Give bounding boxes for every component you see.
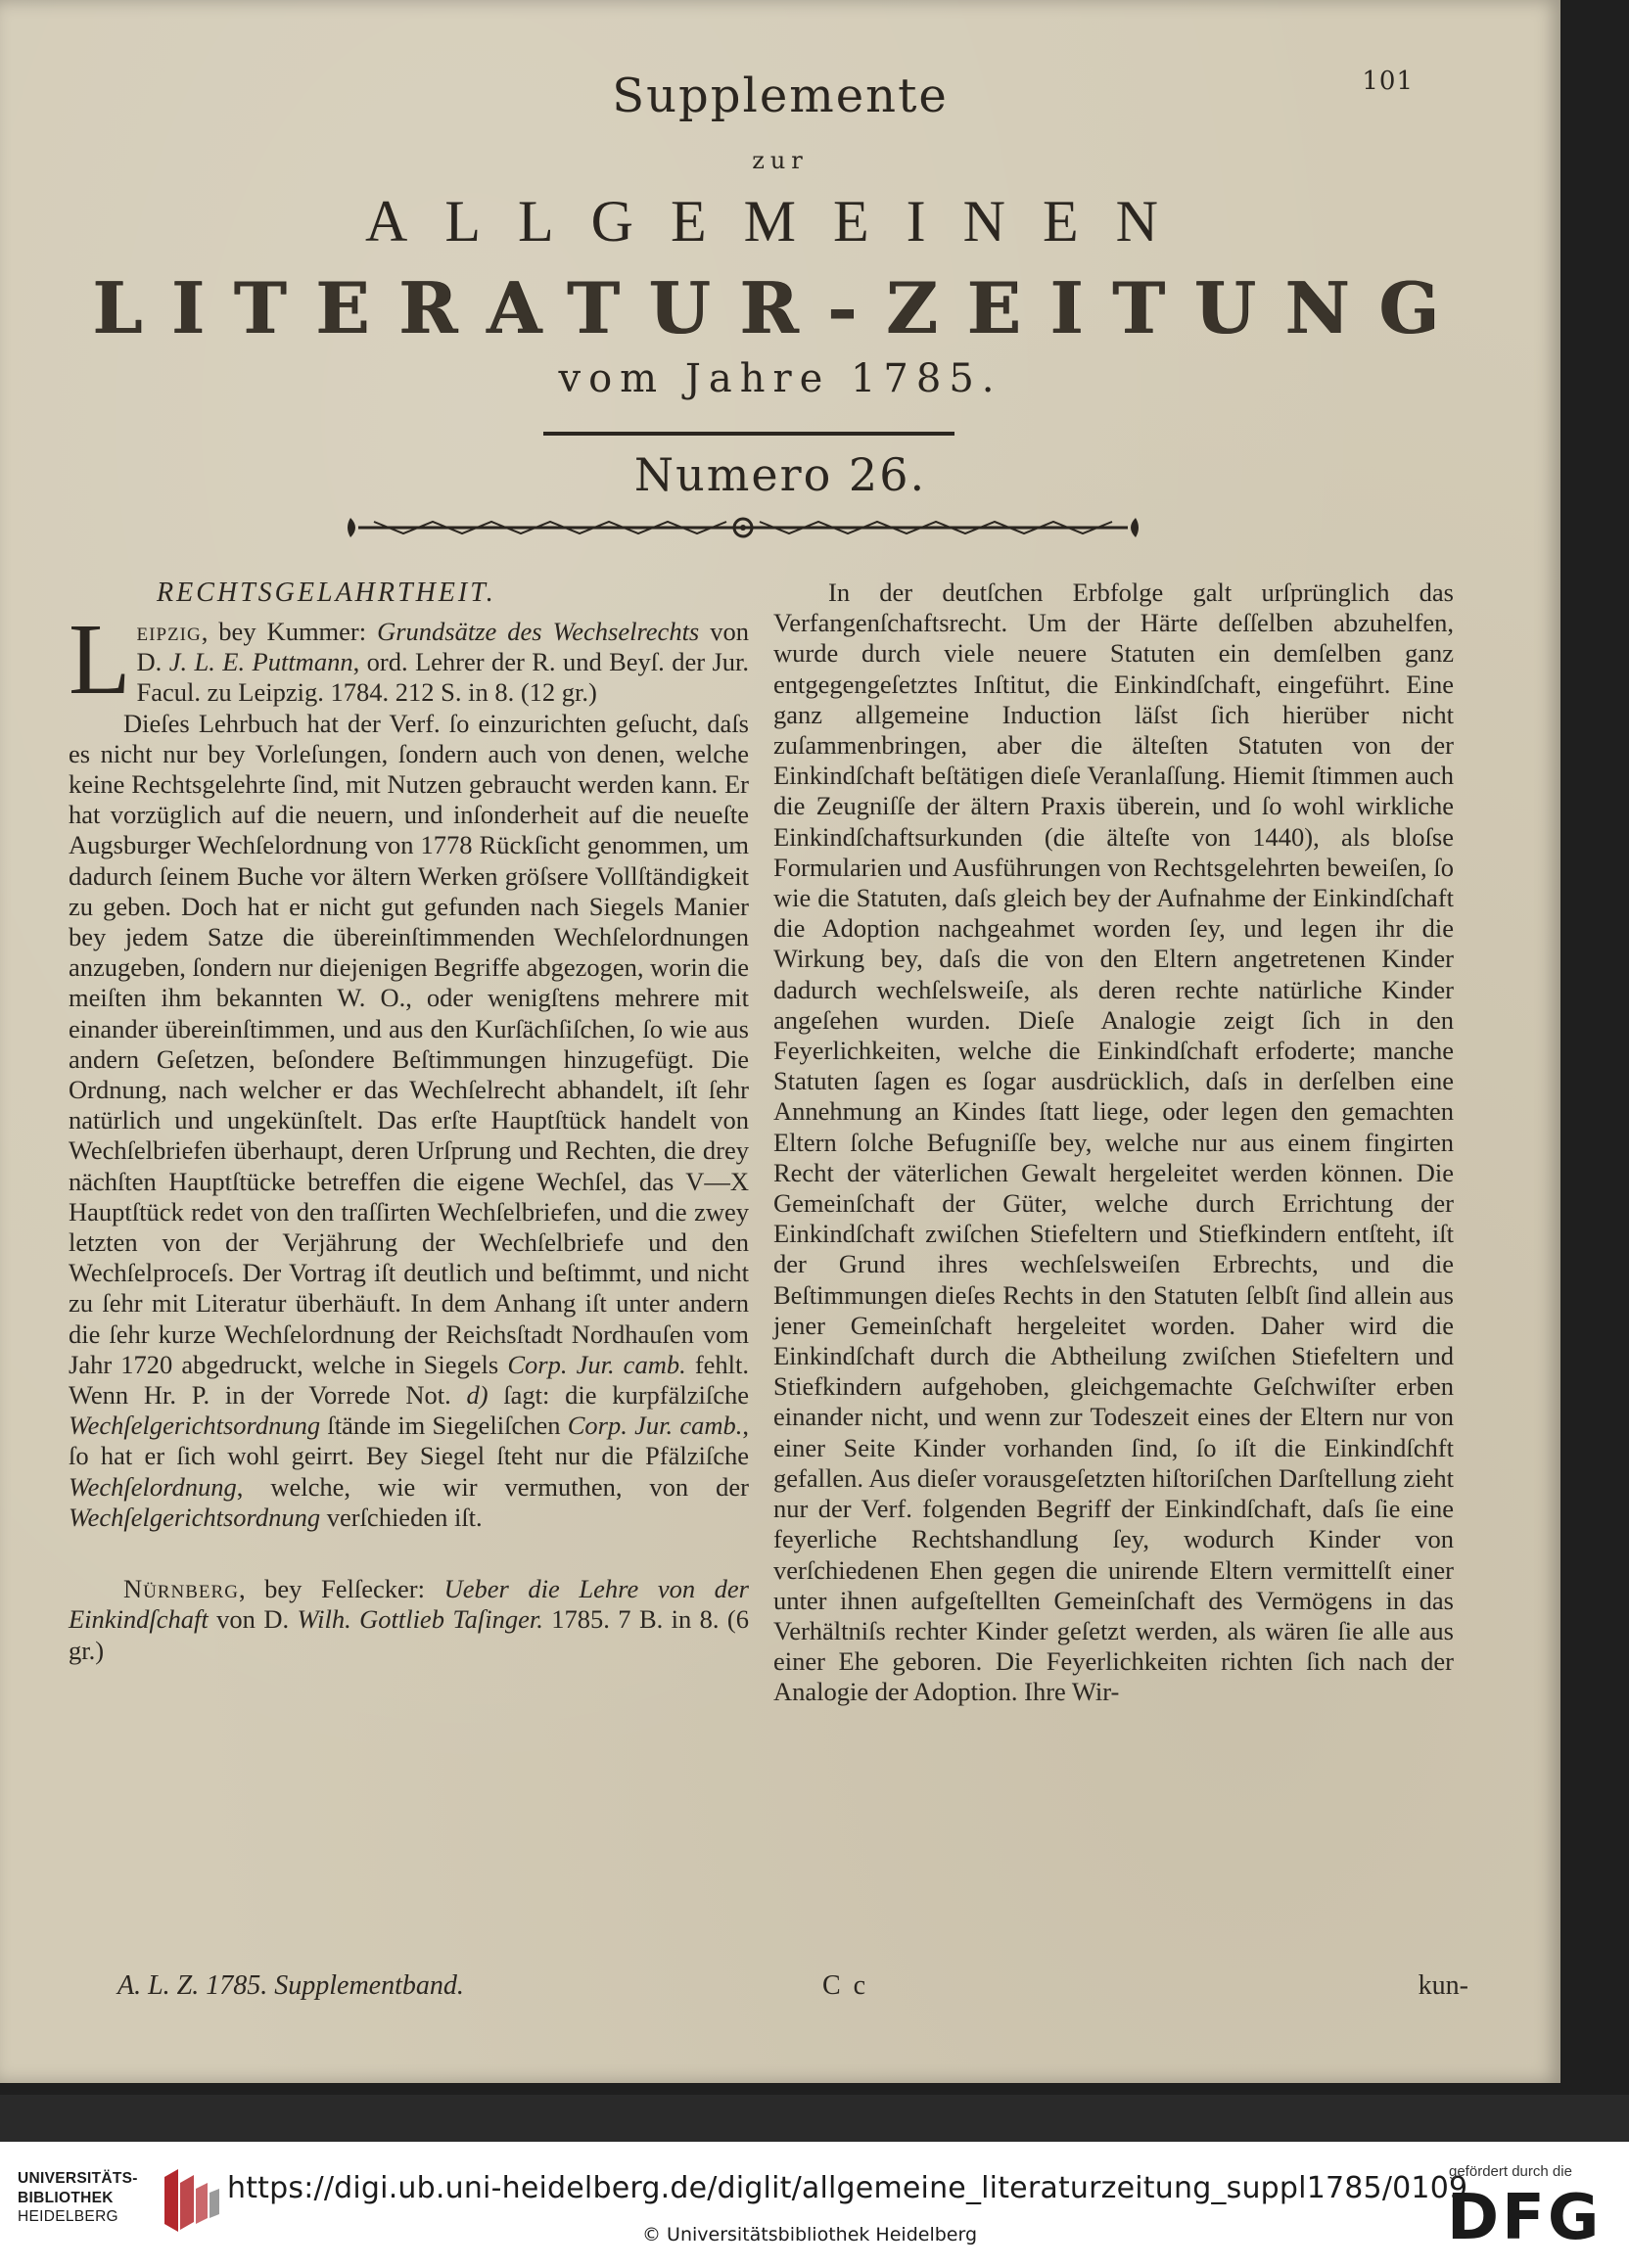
page-number: 101 — [1362, 67, 1414, 96]
review-bibliographic-info: 1785. 7 B. in 8. (6 gr.) — [69, 1604, 749, 1665]
dfg-logo: DFG — [1447, 2182, 1603, 2254]
review-title: Ueber die Lehre von der Einkindſchaft — [69, 1574, 749, 1635]
body-text: , welche, wie wir vermuthen, von der — [236, 1471, 749, 1502]
library-logo-icon — [161, 2163, 231, 2238]
masthead-zur: zur — [752, 147, 809, 174]
permalink-url[interactable]: https://digi.ub.uni-heidelberg.de/diglit/allgemeine_literaturzeitung_suppl1785/0109 — [227, 2171, 1468, 2205]
review-title: Grundsätze des Wechselrechts — [377, 617, 700, 646]
review-bibliographic-info: , ord. Lehrer der R. und Beyſ. der Jur. Facul. zu Leipzig. 1784. 212 S. in 8. (12 gr.) — [136, 647, 750, 708]
review-author-pre: von D. — [208, 1604, 298, 1635]
page-footer — [117, 1970, 1468, 2006]
copyright-notice: © Universitätsbibliothek Heidelberg — [642, 2224, 978, 2245]
italic-citation: d) — [466, 1380, 489, 1411]
review-author: Wilh. Gottlieb Taſinger. — [297, 1604, 543, 1635]
italic-citation: Wechſelordnung — [69, 1471, 237, 1502]
body-text: ſtände im Siegeliſchen — [320, 1411, 568, 1441]
body-text: fehlt. Wenn Hr. P. in der Vorrede Not. — [69, 1349, 750, 1411]
review-leipzig — [69, 603, 750, 716]
review-publisher: , bey Felſecker: — [238, 1574, 444, 1604]
italic-citation: Wechſelgerichtsordnung — [69, 1502, 321, 1532]
library-name-line1: UNIVERSITÄTS- — [18, 2170, 138, 2187]
left-column — [69, 578, 749, 1666]
right-column — [773, 578, 1454, 1708]
italic-citation: Wechſelgerichtsordnung — [69, 1411, 321, 1441]
library-name-line2: BIBLIOTHEK — [18, 2189, 114, 2206]
section-heading: RECHTSGELAHRTHEIT. — [157, 578, 496, 608]
masthead-rule — [543, 432, 954, 436]
body-text: Dieſes Lehrbuch hat der Verf. ſo einzurichten geſucht, daſs es nicht nur bey Vorleſungen, ſondern auch von denen, welche keine Rechtsgelehrte ſind, mit Nutzen gebraucht werden kann. Er hat vorzüglich auf die neuern, und inſonderheit auf die neueſte Augsburger Wechſelordnung von 1778 Rückſicht genommen, um dadurch ſeinem Buche vor ältern Werken gröſsere Vollſtändigkeit zu geben. Doch hat er nicht gut gefunden nach Siegels Manier bey jedem Satze die übereinſtimmenden Wechſelordnungen anzugeben, ſondern nur diejenigen Begriffe abgezogen, worin die meiſten ihm bekannten W. O., oder wenigſtens mehrere mit einander übereinſtimmen, und aus den Kurſächſiſchen, ſo wie aus andern Geſetzen, beſondere Beſtimmungen hinzugefügt. Die Ordnung, nach welcher er das Wechſelrecht abhandelt, iſt ſehr natürlich und ungekünſtelt. Das erſte Hauptſtück handelt von Wechſelbriefen überhaupt, deren Urſprung und Rechten, die drey nächſten Hauptſtücke betreffen die eigene Wechſel, das V—X Hauptſtück redet von den traſſirten Wechſelbriefen, und die zwey letzten von der Verjährung der Wechſelbriefe und den Wechſelproceſs. Der Vortrag iſt deutlich und beſtimmt, und nicht zu ſehr mit Literatur überhäuft. In dem Anhang iſt unter andern die ſehr kurze Wechſelordnung der Reichsſtadt Nordhauſen vom Jahr 1720 abgedruckt, welche in Siegels — [69, 708, 749, 1379]
masthead-supplemente: Supplemente — [612, 69, 949, 123]
library-name-line3: HEIDELBERG — [18, 2208, 118, 2225]
viewer-bottom-bar — [0, 2142, 1629, 2268]
drop-cap: L — [69, 603, 131, 716]
right-column-body: In der deutſchen Erbfolge galt urſprünglich das Verfangenſchaftsrecht. Um der Härte deſſelben abzuhelfen, wurde durch viele neuere Statuten ein demſelben ganz entgegengeſetztes Inſtitut, die Einkindſchaft, eingeführt. Eine ganz allgemeine Induction läſst ſich hierüber nicht zuſammenbringen, aber die älteſten Statuten von der Einkindſchaft beſtätigen dieſe Veranlaſſung. Hiemit ſtimmen auch die Zeugniſſe der ältern Praxis überein, und ſo wohl wirkliche Einkindſchaftsurkunden (die älteſte von 1440), als bloſse Formularien und Ausführungen von Rechtsgelehrten beweiſen, ſo wie die Statuten, daſs gleich bey der Aufnahme der Einkindſchaft die Adoption nachgeahmet worden ſey, und legen ihr die Wirkung bey, daſs die von den Eltern angetretenen Kinder dadurch wechſelsweiſe, als deren rechte natürliche Kinder angeſehen wurden. Dieſe Analogie zeigt ſich in den Feyerlichkeiten, welche die Einkindſchaft erfoderte; manche Statuten ſagen es ſogar ausdrücklich, daſs in derſelben eine Annehmung an Kindes ſtatt liege, oder legen den gemachten Eltern ſolche Befugniſſe bey, welche nur aus einem fingirten Recht der väterlichen Gewalt hergeleitet werden können. Die Gemeinſchaft der Güter, welche durch Errichtung der Einkindſchaft zwiſchen Stiefeltern und Stiefkindern entſteht, iſt der Grund ihres wechſelsweiſen Erbrechts, und die Beſtimmungen dieſes Rechts in den Statuten ſelbſt ſind allein aus jener Gemeinſchaft hergeleitet worden. Daher wird die Einkindſchaft durch die Abtheilung zwiſchen Stiefeltern und Stiefkindern aufgehoben, gleichgemachte Geſchwiſter erben einander nicht, und wenn zur Todeszeit eines der Eltern nur von einer Seite Kinder vorhanden ſind, ſo iſt die Einkindſchft gefallen. Aus dieſer vorausgeſetzten hiſtoriſchen Darſtellung zieht nur der Verf. folgenden Begriff der Einkindſchaft, daſs ſie eine feyerliche Rechtshandlung ſey, wodurch Kinder von verſchiedenen Ehen gegen die unirende Eltern vermittelſt einer unter ihnen aufgeſtellten Gemeinſchaft des Vermögens in das Verhältniſs rechter Kinder geſetzt werden, als wären ſie alle aus einer Ehe geboren. Die Feyerlichkeiten richten ſich nach der Analogie der Adoption. Ihre Wir- — [773, 578, 1454, 1707]
catchword: kun- — [1418, 1970, 1468, 2001]
masthead-year: vom Jahre 1785. — [558, 356, 1002, 401]
masthead-literatur-zeitung: LITERATUR-ZEITUNG — [92, 266, 1468, 349]
ornamental-border — [345, 512, 1141, 543]
review-author-pre: von D. — [136, 617, 749, 677]
italic-citation: Corp. Jur. camb. — [567, 1411, 743, 1441]
italic-citation: Corp. Jur. camb. — [507, 1349, 686, 1379]
review-nuernberg — [69, 1574, 749, 1666]
volume-signature: A. L. Z. 1785. Supplementband. — [117, 1970, 464, 2001]
masthead-allgemeinen: ALLGEMEINEN — [365, 189, 1195, 254]
review-place: eipzig — [136, 617, 202, 646]
issue-number: Numero 26. — [633, 448, 927, 501]
sheet-mark: C c — [822, 1970, 869, 2001]
review-body — [69, 709, 749, 1533]
body-text: verſchieden iſt. — [320, 1502, 483, 1532]
review-publisher: , bey Kummer: — [201, 617, 378, 646]
body-text: ſagt: die kurpfälziſche — [488, 1380, 749, 1411]
review-place: Nürnberg — [123, 1574, 239, 1604]
dfg-caption: gefördert durch die — [1449, 2163, 1572, 2180]
review-author: J. L. E. Puttmann — [168, 647, 353, 677]
library-logo-text — [18, 2169, 138, 2227]
body-text: , ſo hat er ſich wohl geirrt. Bey Siegel ſteht nur die Pfälziſche — [69, 1411, 749, 1471]
